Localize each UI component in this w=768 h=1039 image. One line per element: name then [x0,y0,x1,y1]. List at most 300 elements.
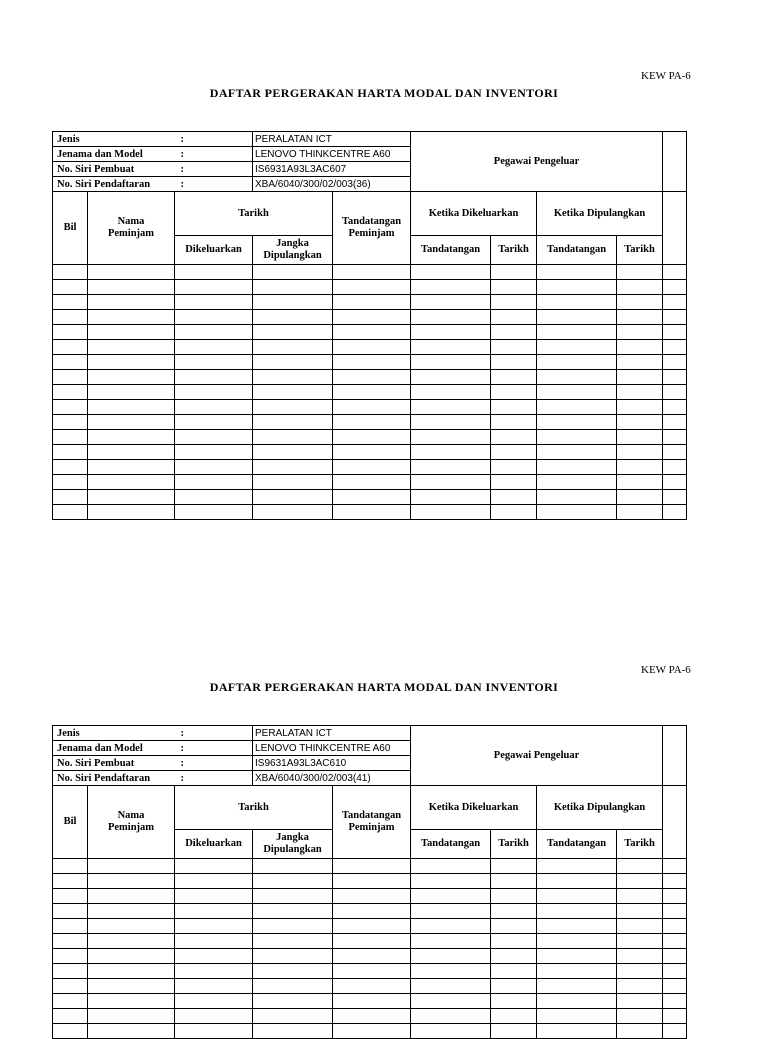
empty-cell[interactable] [333,979,411,994]
empty-cell[interactable] [617,1009,663,1024]
empty-cell[interactable] [88,295,175,310]
empty-cell[interactable] [411,934,491,949]
empty-cell[interactable] [663,460,687,475]
empty-cell[interactable] [663,445,687,460]
empty-cell[interactable] [88,265,175,280]
empty-cell[interactable] [663,979,687,994]
empty-cell[interactable] [333,859,411,874]
empty-cell[interactable] [663,340,687,355]
empty-cell[interactable] [537,490,617,505]
empty-cell[interactable] [88,490,175,505]
empty-cell[interactable] [663,415,687,430]
empty-cell[interactable] [411,415,491,430]
empty-cell[interactable] [88,979,175,994]
empty-cell[interactable] [491,340,537,355]
empty-cell[interactable] [53,949,88,964]
empty-cell[interactable] [617,400,663,415]
empty-cell[interactable] [663,1024,687,1039]
empty-cell[interactable] [88,934,175,949]
empty-cell[interactable] [88,889,175,904]
empty-cell[interactable] [53,904,88,919]
empty-cell[interactable] [175,490,253,505]
empty-cell[interactable] [175,934,253,949]
empty-cell[interactable] [411,964,491,979]
empty-cell[interactable] [491,919,537,934]
empty-cell[interactable] [537,385,617,400]
empty-cell[interactable] [617,265,663,280]
empty-cell[interactable] [333,445,411,460]
empty-cell[interactable] [663,934,687,949]
info-value-jenama: LENOVO THINKCENTRE A60 [253,147,411,162]
empty-cell[interactable] [88,310,175,325]
empty-cell[interactable] [537,979,617,994]
empty-cell[interactable] [253,385,333,400]
empty-cell[interactable] [333,994,411,1009]
empty-cell[interactable] [663,505,687,520]
empty-cell[interactable] [663,889,687,904]
empty-cell[interactable] [617,979,663,994]
empty-cell[interactable] [537,265,617,280]
empty-cell[interactable] [175,904,253,919]
empty-cell[interactable] [253,475,333,490]
empty-cell[interactable] [175,355,253,370]
empty-cell[interactable] [663,904,687,919]
empty-cell[interactable] [537,964,617,979]
empty-cell[interactable] [663,385,687,400]
empty-cell[interactable] [253,370,333,385]
empty-cell[interactable] [53,430,88,445]
empty-cell[interactable] [253,874,333,889]
empty-cell[interactable] [617,889,663,904]
empty-cell[interactable] [53,265,88,280]
header-tandatangan-peminjam: Tandatangan Peminjam [333,192,411,265]
empty-cell[interactable] [333,904,411,919]
empty-cell[interactable] [88,370,175,385]
empty-cell[interactable] [333,430,411,445]
empty-cell[interactable] [537,889,617,904]
empty-cell[interactable] [88,400,175,415]
empty-cell[interactable] [411,859,491,874]
table-row [53,310,687,325]
empty-cell[interactable] [88,355,175,370]
empty-cell[interactable] [175,874,253,889]
empty-cell[interactable] [333,280,411,295]
empty-cell[interactable] [411,430,491,445]
empty-cell[interactable] [333,1009,411,1024]
empty-cell[interactable] [491,859,537,874]
empty-cell[interactable] [537,1024,617,1039]
empty-cell[interactable] [537,934,617,949]
empty-cell[interactable] [411,385,491,400]
header-tarikh: Tarikh [175,786,333,830]
empty-cell[interactable] [53,460,88,475]
empty-cell[interactable] [537,1009,617,1024]
empty-cell[interactable] [333,964,411,979]
empty-cell[interactable] [411,919,491,934]
empty-cell[interactable] [53,415,88,430]
empty-cell[interactable] [333,949,411,964]
empty-cell[interactable] [411,505,491,520]
empty-cell[interactable] [88,325,175,340]
empty-cell[interactable] [663,265,687,280]
empty-cell[interactable] [537,475,617,490]
empty-cell[interactable] [88,964,175,979]
empty-cell[interactable] [537,370,617,385]
empty-cell[interactable] [537,430,617,445]
empty-cell[interactable] [411,889,491,904]
empty-cell[interactable] [411,400,491,415]
empty-cell[interactable] [491,295,537,310]
empty-cell[interactable] [333,400,411,415]
empty-cell[interactable] [53,475,88,490]
empty-cell[interactable] [491,904,537,919]
empty-cell[interactable] [491,490,537,505]
empty-cell[interactable] [53,964,88,979]
empty-cell[interactable] [88,919,175,934]
empty-cell[interactable] [411,994,491,1009]
empty-cell[interactable] [88,385,175,400]
empty-cell[interactable] [617,934,663,949]
empty-cell[interactable] [617,1024,663,1039]
empty-cell[interactable] [88,475,175,490]
empty-cell[interactable] [333,325,411,340]
empty-cell[interactable] [617,874,663,889]
empty-cell[interactable] [617,415,663,430]
empty-cell[interactable] [333,505,411,520]
empty-cell[interactable] [333,934,411,949]
empty-cell[interactable] [411,295,491,310]
info-label-jenis: Jenis [53,132,175,147]
empty-cell[interactable] [175,430,253,445]
empty-cell[interactable] [333,460,411,475]
empty-cell[interactable] [491,265,537,280]
empty-cell[interactable] [175,340,253,355]
empty-cell[interactable] [88,415,175,430]
empty-cell[interactable] [491,1009,537,1024]
empty-cell[interactable] [175,505,253,520]
empty-cell[interactable] [175,859,253,874]
empty-cell[interactable] [53,505,88,520]
empty-cell[interactable] [663,310,687,325]
empty-cell[interactable] [537,859,617,874]
empty-cell[interactable] [411,310,491,325]
empty-cell[interactable] [88,1009,175,1024]
empty-cell[interactable] [333,889,411,904]
empty-cell[interactable] [175,370,253,385]
empty-cell[interactable] [175,400,253,415]
empty-cell[interactable] [253,919,333,934]
empty-cell[interactable] [88,994,175,1009]
empty-cell[interactable] [663,295,687,310]
empty-cell[interactable] [491,1024,537,1039]
empty-cell[interactable] [333,475,411,490]
empty-cell[interactable] [617,385,663,400]
empty-cell[interactable] [617,370,663,385]
empty-cell[interactable] [175,310,253,325]
empty-cell[interactable] [175,475,253,490]
empty-cell[interactable] [333,265,411,280]
empty-cell[interactable] [53,490,88,505]
empty-cell[interactable] [663,1009,687,1024]
empty-cell[interactable] [617,445,663,460]
empty-cell[interactable] [663,475,687,490]
empty-cell[interactable] [617,430,663,445]
info-label-siri-pembuat: No. Siri Pembuat [53,756,175,771]
empty-cell[interactable] [53,340,88,355]
empty-cell[interactable] [537,415,617,430]
empty-cell[interactable] [491,430,537,445]
empty-cell[interactable] [333,490,411,505]
empty-cell[interactable] [53,310,88,325]
empty-cell[interactable] [617,310,663,325]
empty-cell[interactable] [175,415,253,430]
empty-cell[interactable] [663,964,687,979]
empty-cell[interactable] [537,919,617,934]
empty-cell[interactable] [491,874,537,889]
empty-cell[interactable] [411,1024,491,1039]
empty-cell[interactable] [411,445,491,460]
empty-cell[interactable] [53,1024,88,1039]
empty-cell[interactable] [175,460,253,475]
empty-cell[interactable] [617,460,663,475]
empty-cell[interactable] [663,430,687,445]
empty-cell[interactable] [537,994,617,1009]
empty-cell[interactable] [175,949,253,964]
empty-cell[interactable] [411,370,491,385]
empty-cell[interactable] [491,994,537,1009]
empty-cell[interactable] [491,505,537,520]
empty-cell[interactable] [491,385,537,400]
empty-cell[interactable] [253,1009,333,1024]
empty-cell[interactable] [333,385,411,400]
empty-cell[interactable] [537,325,617,340]
empty-cell[interactable] [253,490,333,505]
empty-cell[interactable] [411,490,491,505]
empty-cell[interactable] [175,919,253,934]
empty-cell[interactable] [175,1009,253,1024]
empty-cell[interactable] [537,295,617,310]
empty-cell[interactable] [537,280,617,295]
empty-cell[interactable] [663,859,687,874]
empty-cell[interactable] [333,370,411,385]
empty-cell[interactable] [253,889,333,904]
empty-cell[interactable] [491,280,537,295]
empty-cell[interactable] [253,295,333,310]
empty-cell[interactable] [491,415,537,430]
empty-cell[interactable] [617,919,663,934]
empty-cell[interactable] [53,280,88,295]
empty-cell[interactable] [537,949,617,964]
empty-cell[interactable] [53,355,88,370]
empty-cell[interactable] [411,340,491,355]
empty-cell[interactable] [537,505,617,520]
empty-cell[interactable] [537,460,617,475]
empty-cell[interactable] [663,370,687,385]
empty-cell[interactable] [88,904,175,919]
empty-cell[interactable] [88,949,175,964]
empty-cell[interactable] [333,919,411,934]
empty-cell[interactable] [175,994,253,1009]
empty-cell[interactable] [253,325,333,340]
empty-cell[interactable] [53,859,88,874]
empty-cell[interactable] [253,934,333,949]
empty-cell[interactable] [491,400,537,415]
empty-cell[interactable] [491,475,537,490]
empty-cell[interactable] [333,874,411,889]
form-code: KEW PA-6 [641,664,691,676]
empty-cell[interactable] [663,949,687,964]
empty-cell[interactable] [491,445,537,460]
empty-cell[interactable] [333,1024,411,1039]
empty-cell[interactable] [491,889,537,904]
empty-cell[interactable] [175,889,253,904]
empty-cell[interactable] [617,340,663,355]
empty-cell[interactable] [411,325,491,340]
empty-cell[interactable] [663,325,687,340]
empty-cell[interactable] [53,979,88,994]
empty-cell[interactable] [253,994,333,1009]
empty-cell[interactable] [253,964,333,979]
empty-cell[interactable] [663,280,687,295]
empty-cell[interactable] [333,310,411,325]
table-row [53,1024,687,1039]
empty-cell[interactable] [617,325,663,340]
empty-cell[interactable] [617,859,663,874]
empty-cell[interactable] [491,460,537,475]
empty-cell[interactable] [333,415,411,430]
empty-cell[interactable] [253,505,333,520]
empty-cell[interactable] [411,949,491,964]
empty-cell[interactable] [537,400,617,415]
empty-cell[interactable] [88,340,175,355]
empty-cell[interactable] [175,295,253,310]
empty-cell[interactable] [53,994,88,1009]
empty-cell[interactable] [253,280,333,295]
empty-cell[interactable] [53,874,88,889]
empty-cell[interactable] [175,979,253,994]
empty-cell[interactable] [491,355,537,370]
empty-cell[interactable] [53,934,88,949]
empty-cell[interactable] [617,280,663,295]
empty-cell[interactable] [663,919,687,934]
empty-cell[interactable] [617,505,663,520]
empty-cell[interactable] [333,295,411,310]
empty-cell[interactable] [53,919,88,934]
empty-cell[interactable] [411,1009,491,1024]
info-value-siri-pembuat: IS9631A93L3AC610 [253,756,411,771]
empty-cell[interactable] [253,340,333,355]
empty-entry-rows [53,859,687,1039]
empty-cell[interactable] [411,265,491,280]
empty-cell[interactable] [53,370,88,385]
empty-cell[interactable] [88,460,175,475]
empty-cell[interactable] [175,445,253,460]
empty-cell[interactable] [617,904,663,919]
empty-cell[interactable] [617,964,663,979]
empty-cell[interactable] [88,1024,175,1039]
empty-cell[interactable] [537,445,617,460]
empty-cell[interactable] [253,400,333,415]
empty-cell[interactable] [491,934,537,949]
empty-cell[interactable] [617,994,663,1009]
empty-cell[interactable] [175,265,253,280]
empty-cell[interactable] [253,355,333,370]
empty-cell[interactable] [253,430,333,445]
empty-cell[interactable] [617,295,663,310]
empty-cell[interactable] [88,859,175,874]
empty-cell[interactable] [88,505,175,520]
empty-cell[interactable] [663,994,687,1009]
empty-cell[interactable] [253,310,333,325]
empty-cell[interactable] [175,280,253,295]
empty-cell[interactable] [663,355,687,370]
empty-cell[interactable] [663,400,687,415]
empty-cell[interactable] [53,889,88,904]
empty-cell[interactable] [88,874,175,889]
empty-cell[interactable] [491,949,537,964]
empty-cell[interactable] [537,874,617,889]
empty-cell[interactable] [253,979,333,994]
empty-cell[interactable] [53,385,88,400]
empty-cell[interactable] [88,280,175,295]
empty-cell[interactable] [491,310,537,325]
empty-cell[interactable] [53,325,88,340]
empty-cell[interactable] [53,445,88,460]
empty-cell[interactable] [88,430,175,445]
empty-cell[interactable] [411,460,491,475]
empty-cell[interactable] [253,445,333,460]
empty-cell[interactable] [333,355,411,370]
empty-cell[interactable] [411,979,491,994]
empty-cell[interactable] [175,1024,253,1039]
empty-cell[interactable] [175,964,253,979]
empty-cell[interactable] [617,949,663,964]
empty-cell[interactable] [537,904,617,919]
empty-cell[interactable] [617,475,663,490]
empty-cell[interactable] [253,904,333,919]
empty-cell[interactable] [491,370,537,385]
empty-cell[interactable] [253,460,333,475]
empty-cell[interactable] [411,874,491,889]
empty-cell[interactable] [411,904,491,919]
empty-cell[interactable] [537,340,617,355]
empty-cell[interactable] [617,355,663,370]
empty-cell[interactable] [663,490,687,505]
empty-cell[interactable] [537,310,617,325]
empty-cell[interactable] [411,280,491,295]
empty-cell[interactable] [617,490,663,505]
empty-cell[interactable] [175,325,253,340]
empty-cell[interactable] [333,340,411,355]
empty-cell[interactable] [53,400,88,415]
empty-cell[interactable] [88,445,175,460]
empty-cell[interactable] [491,964,537,979]
empty-cell[interactable] [253,1024,333,1039]
empty-cell[interactable] [411,355,491,370]
empty-cell[interactable] [491,325,537,340]
empty-cell[interactable] [53,295,88,310]
empty-cell[interactable] [53,1009,88,1024]
empty-cell[interactable] [411,475,491,490]
empty-cell[interactable] [663,874,687,889]
empty-cell[interactable] [253,265,333,280]
empty-cell[interactable] [253,949,333,964]
empty-cell[interactable] [491,979,537,994]
empty-cell[interactable] [175,385,253,400]
empty-cell[interactable] [253,415,333,430]
empty-cell[interactable] [253,859,333,874]
empty-cell[interactable] [537,355,617,370]
